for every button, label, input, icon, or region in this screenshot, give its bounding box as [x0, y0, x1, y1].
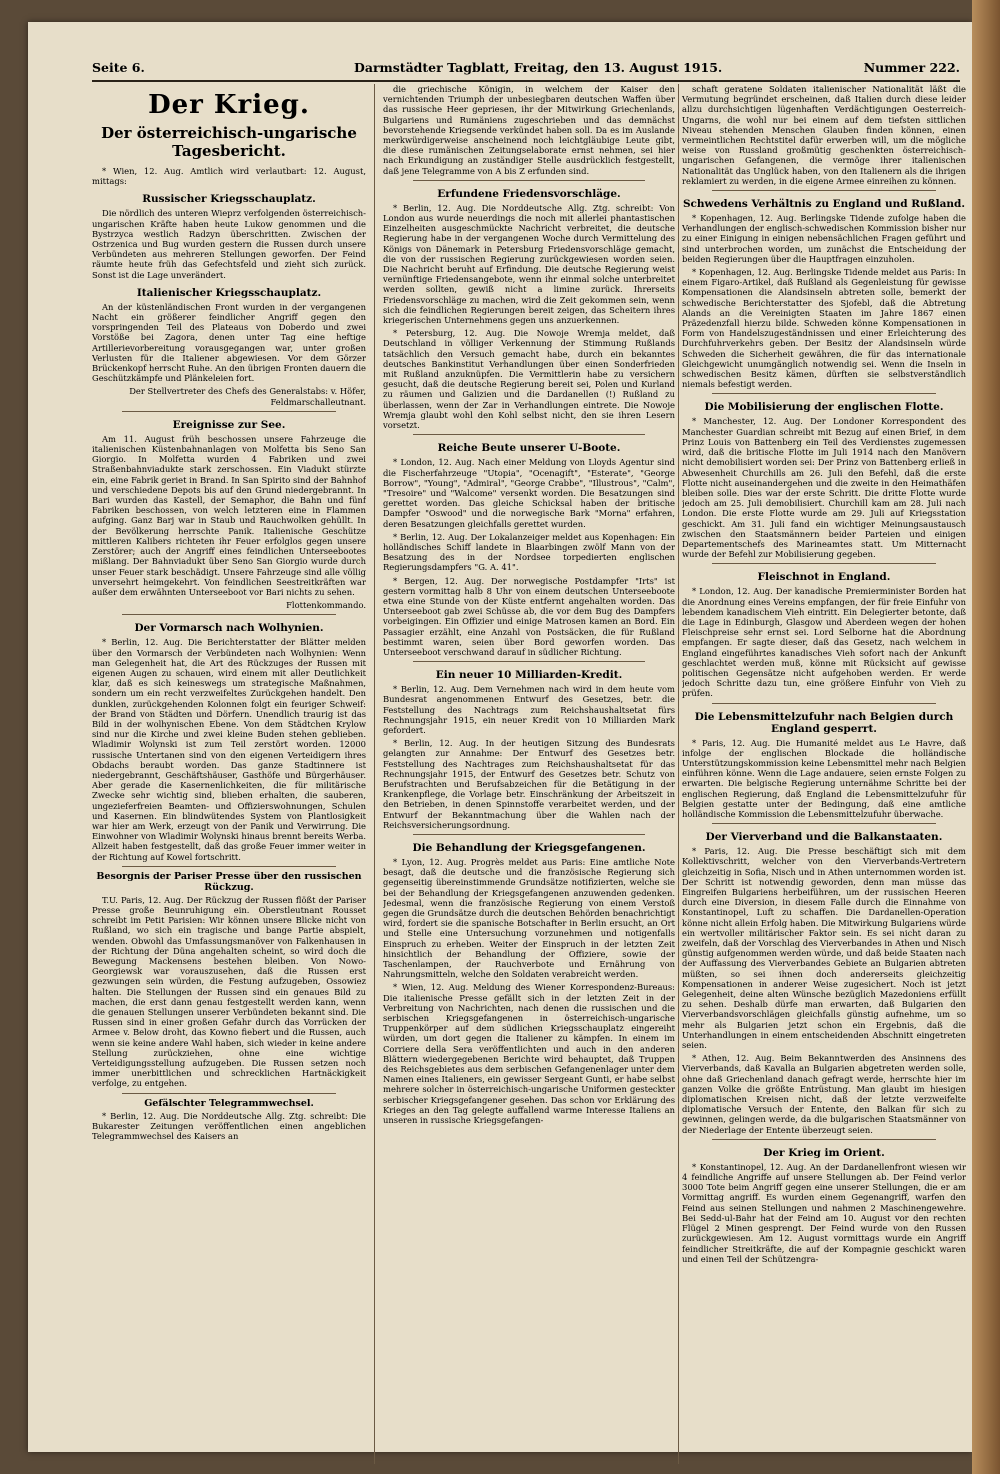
article-text: * Wien, 12. Aug. Amtlich wird verlautbart: 12. August, mittags:: [92, 166, 366, 187]
masthead: Darmstädter Tagblatt, Freitag, den 13. August 1915.: [354, 60, 723, 75]
headline: Der Vierverband und die Balkanstaaten.: [705, 831, 943, 844]
headline: Der Vormarsch nach Wolhynien.: [134, 622, 324, 635]
article-text: * London, 12. Aug. Nach einer Meldung von Lloyds Agentur sind die Fischerfahrzeuge "Utopia", "Ocenagift", "Esterate", "George Borrow", "Young", "Admiral", "George Crabbe", "Illustrous", "Calm", "Tresoire" und "Walcome" versenkt worden. Die Besatzungen sind gerettet worden. Das gleiche Schicksal haben der britische Dampfer "Oswood" und die norwegische Bark "Morna" erfahren, deren Besatzungen gleichfalls gerettet wurden.: [383, 457, 675, 529]
separator: [712, 393, 936, 394]
article-text: * Berlin, 12. Aug. Die Berichterstatter der Blätter melden über den Vormarsch der Verbündeten nach Wolhynien: Wenn man Gelegenheit hat, die Art des Rückzuges der Russen mit eigenen Augen zu schauen, wird einem mit aller Deutlichkeit klar, daß es sich keineswegs um strategische Maßnahmen, sondern um ein recht verzweifeltes Zurückgehen handelt. Den dunklen, zurückgehenden Kolonnen folgt ein feuriger Schweif: der Brand von Städten und Dörfern. Unendlich traurig ist das Bild in der wolhynischen Ebene. Von dem Städtchen Krylow sind nur die Kirche und zwei kleine Buden stehen geblieben. Wladimir Wolynski ist zum Teil zerstört worden. 12000 russische Untertanen sind von den eigenen Verteidigern ihres Obdachs beraubt worden. Das ganze Stadtinnere ist niedergebrannt, Geschäftshäuser, Gasthöfe und Bürgerhäuser. Aber gerade die Kasernenlichkeiten, die für militärische Zwecke sehr wichtig sind, blieben erhalten, die sauberen, ungezieferfreien Beamten- und Offizierswohnungen, Schulen und Kasernen. Ein blindwütendes System von Plantlosigkeit war hier am Werk, erzeugt von der Panik und Verwirrung. Die Einwohner von Wladimir Wolynski hinaus brennt bereits Werba. Allzeit haben festgestellt, daß das große Feuer immer weiter in der Richtung auf Kowel fortschritt.: [92, 637, 366, 862]
headline: Die Mobilisierung der englischen Flotte.: [704, 401, 944, 414]
article-text: Am 11. August früh beschossen unsere Fahrzeuge die italienischen Küstenbahnanlagen von Molfetta bis Seno San Giorgio. In Molfetta wurden 4 Fabriken und zwei Straßenbahnviadukte stark zerschossen. Ein Viadukt stürzte ein, eine Fabrik geriet in Brand. In San Spirito sind der Bahnhof und verschiedene Depots bis auf den Grund niedergebrannt. In Bari wurden das Kastell, der Semaphor, die Bahn und fünf Fabriken beschossen, von welch letzteren eine in Flammen aufging. Ganz Barj war in Staub und Rauchwolken gehüllt. In der Bevölkerung herrschte Panik. Italienische Geschütze mittleren Kalibers richteten ihr Feuer erfolglos gegen unsere Zerstörer; auch der Angriff eines feindlichen Unterseebootes mißlang. Der Bahnviadukt über Seno San Giorgio wurde durch unser Feuer stark beschädigt. Unsere Fahrzeuge sind alle völlig unversehrt heimgekehrt. Von feindlichen Seestreitkräften war außer dem erwähnten Unterseeboot vor Bari nichts zu sehen.: [92, 433, 366, 597]
page-header: [92, 60, 960, 80]
separator: [122, 411, 336, 412]
article-text: schaft geratene Soldaten italienischer Nationalität läßt die Vermutung begründet erscheinen, daß Italien durch diese leider allzu durchsichtigen lügenhaften Verdächtigungen Oesterreich-Ungarns, die wohl nur bei einem auf dem tiefsten sittlichen Niveau stehenden Menschen Glauben finden können, einen vermeintlichen Rechtstitel dafür erwerben will, um die mögliche weise von Russland großmütig geschenkten österreichisch-ungarischen Gefangenen, die vermöge ihrer italienischen Nationalität das Unglück haben, von den Italienern als die ihrigen reklamiert zu werden, in die eigene Armee einreihen zu können.: [682, 84, 966, 186]
headline: Die Lebensmittelzufuhr nach Belgien durch England gesperrt.: [694, 710, 954, 735]
article-text: * Athen, 12. Aug. Beim Bekanntwerden des Ansinnens des Vierverbands, daß Kavalla an Bulgarien abgetreten werden solle, ohne daß Griechenland danach gefragt werde, herrschte hier im ganzen Volke die größte Entrüstung. Man glaubt im hiesigen diplomatischen Kreisen nicht, daß der letzte verzweifelte diplomatische Versuch der Entente, den Balkan für sich zu gewinnen, gelingen werde, da die bulgarischen Staatsmänner von der Niederlage der Entente überzeugt seien.: [682, 1053, 966, 1135]
article-text: * Konstantinopel, 12. Aug. An der Dardanellenfront wiesen wir 4 feindliche Angriffe auf unsere Stellungen ab. Der Feind verlor 3000 Tote beim Angriff gegen eine unserer Stellungen, die er am Vormittag angriff. Es wurden einem Gegenangriff, warfen den Feind aus seinen Stellungen und nahmen 2 Maschinengewehre. Bei Sedd-ul-Bahr hat der Feind am 10. August vor den rechten Flügel 2 Minen gesprengt. Der Feind wurde von den Russen zurückgewiesen. Am 12. August vormittags wurde ein Angriff feindlicher Streitkräfte, die auf der Kompagnie geschickt waren und einen Teil der Schützengra-: [682, 1161, 966, 1264]
article-text: * Petersburg, 12. Aug. Die Nowoje Wremja meldet, daß Deutschland in völliger Verkennung der Stimmung Rußlands tatsächlich den Versuch gemacht habe, durch ein bekanntes deutsches Bankinstitut Verhandlungen über einen Sonderfrieden mit Rußland anzuknüpfen. Die Vermittlerin habe zu versichern gesucht, daß die deutsche Regierung bereit sei, Polen und Kurland zu räumen und Galizien und die Dardanellen (!) Rußland zu überlassen, wenn der Zar in Verhandlungen eintrete. Die Nowoje Wremja glaubt wohl den Kohl selbst nicht, den sie ihren Lesern vorsetzt.: [383, 328, 675, 431]
headline: Gefälschter Telegrammwechsel.: [144, 1097, 314, 1109]
article-text: * Paris, 12. Aug. Die Presse beschäftigt sich mit dem Kollektivschritt, welcher von den Vierverbands-Vertretern gleichzeitig in Sofia, Nisch und in Athen unternommen worden ist. Der Schritt ist notwendig geworden, denn man müsse das Eingreifen Bulgariens herbeiführen, um der russischen Heeren durch eine Diversion, in diesem Falle durch die Einnahme von Konstantinopel, Luft zu schaffen. Die Dardanellen-Operation könne nicht allein Erfolg haben. Die Mitwirkung Bulgariens würde ein wertvoller militärischer Faktor sein. Es sei nicht daran zu zweifeln, daß der Vorschlag des Vierverbandes in Athen und Nisch günstig aufgenommen werden würde, und daß beide Staaten nach der Auffassung des Vierverbandes Gebiete an Bulgarien abtreten müßten, so sei ihnen doch andererseits gleichzeitig Kompensationen in anderer Weise zugesichert. Noch ist jetzt Gelegenheit, deine alten Wünsche bezüglich Mazedoniens erfüllt zu sehen. Deshalb dürfe man erwarten, daß Bulgarien den Vierverbandsvorschlägen gleichfalls günstig aufnehme, um so mehr als Bulgarien jetzt schon ein Ergebnis, daß die Unterhandlungen in einem entscheidenden Abschnitt eingetreten seien.: [682, 846, 966, 1051]
separator: [413, 434, 645, 435]
column-2: [383, 84, 675, 1464]
article-text: An der küstenländischen Front wurden in der vergangenen Nacht ein größerer feindlicher Angriff gegen den vorspringenden Teil des Plateaus von Doberdo und zwei Vorstöße bei Zagora, denen unter Tag eine heftige Artillerievorbereitung vorausgegangen war, unter großen Verlusten für die Italiener abgewiesen. Vor dem Görzer Brückenkopf herrscht Ruhe. An den übrigen Fronten dauern die Geschützkämpfe und Plänkeleien fort.: [92, 301, 366, 384]
separator: [712, 190, 936, 191]
article-text: * Paris, 12. Aug. Die Humanité meldet aus Le Havre, daß infolge der englischen Blockade die holländische Unterstützungskommission keine Lebensmittel mehr nach Belgien einführen könne. Wenn die Lage andauere, seien ernste Folgen zu erwarten. Die belgische Regierung unternähme Schritte bei der englischen Regierung, daß England die Lebensmittelzufuhr für Belgien gestatte unter der Bedingung, daß eine amtliche holländische Kommission die Lebensmittelzufuhr überwache.: [682, 737, 966, 819]
article-text: * Bergen, 12. Aug. Der norwegische Postdampfer "Irts" ist gestern vormittag halb 8 Uhr von einem deutschen Unterseeboote etwa eine Stunde von der Küste entfernt angehalten worden. Das Unterseeboot gab zwei Schüsse ab, die vor dem Bug des Dampfers vorbeigingen. Ein Offizier und einige Matrosen kamen an Bord. Ein Passagier erzählt, eine Anzahl von Postsäcken, die für Rußland bestimmt waren, seien über Bord geworfen worden. Das Unterseeboot verschwand darauf in südlicher Richtung.: [383, 575, 675, 657]
separator: [712, 1139, 936, 1140]
headline: Reiche Beute unserer U-Boote.: [437, 442, 621, 455]
separator: [122, 614, 336, 615]
headline: Ereignisse zur See.: [172, 418, 286, 431]
article-text: * Berlin, 12. Aug. Die Norddeutsche Allg. Ztg. schreibt: Die Bukarester Zeitungen veröffentlichen einen angeblichen Telegrammwechsel des Kaisers an: [92, 1110, 366, 1142]
article-text: * Berlin, 12. Aug. Der Lokalanzeiger meldet aus Kopenhagen: Ein holländisches Schiff landete in Blaarbingen zwölf Mann von der Besatzung des in der Nordsee torpedierten englischen Regierungsdampfers "G. A. 41".: [383, 531, 675, 573]
separator: [122, 866, 336, 867]
headline: Ein neuer 10 Milliarden-Kredit.: [435, 669, 623, 682]
article-text: * Lyon, 12. Aug. Progrès meldet aus Paris: Eine amtliche Note besagt, daß die deutsche und die französische Regierung sich gegenseitig übereinstimmende Grundsätze notifizierten, welche sie bei der Behandlung der Kriegsgefangenen anzuwenden gedenken. Jedesmal, wenn die französische Regierung von einem Verstoß gegen die Grundsätze durch die deutschen Behörden benachrichtigt wird, fordert sie die spanische Botschafter in Berlin ersucht, an Ort und Stelle eine Untersuchung vorzunehmen und notigenfalls Einspruch zu erheben. Weiter der Einspruch in der letzten Zeit hinsichtlich der Behandlung der Offiziere, sowie der Taschenlampen, der Rauchverbote und Ernährung von Nahrungsmitteln, welche den Soldaten verabreicht werden.: [383, 857, 675, 980]
header-rule: [92, 80, 960, 82]
separator: [413, 180, 645, 181]
separator: [413, 661, 645, 662]
column-divider: [678, 84, 679, 1464]
headline: Der österreichisch-ungarische Tagesbericht.: [101, 124, 357, 160]
separator: [413, 834, 645, 835]
article-text: * Wien, 12. Aug. Meldung des Wiener Korrespondenz-Bureaus: Die italienische Presse gefällt sich in der letzten Zeit in der Verbreitung von Nachrichten, nach denen die russischen und die serbischen Kriegsgefangenen in österreichisch-ungarische Truppenkörper auf dem südlichen Kriegsschauplatz eingereiht würden, um dort gegen die Italiener zu kämpfen. In einem im Corriere della Sera veröffentlichten und auch in den anderen Blättern wiedergegebenen Berichte wird behauptet, daß Truppen des Reichsgebietes aus dem serbischen Gefangenenlager unter dem Namen eines Italieners, ein gewisser Sergeant Gunti, er habe selbst mehrere solcher in österreichisch-ungarische Uniformen gesteckter serbischer Kriegsgefangener gesehen. Das schon vor Erklärung des Krieges an den Tag gelegte auffallend warme Interesse Italiens an unseren in russische Kriegsgefangen-: [383, 982, 675, 1126]
headline: Schwedens Verhältnis zu England und Rußland.: [682, 198, 966, 211]
headline: Besorgnis der Pariser Presse über den russischen Rückzug.: [96, 870, 362, 893]
article-text: * Manchester, 12. Aug. Der Londoner Korrespondent des Manchester Guardian schreibt mit Bezug auf einen Brief, in dem Prinz Louis von Battenberg ein Teil des Verdienstes zugemessen wird, daß die britische Flotte im Juli 1914 nach den Manövern nicht demobilisiert worden sei: Der Prinz von Battenberg erließ in Abwesenheit Churchills am 26. Juli den Befehl, daß die erste Flotte nicht auseinandergehen und die zweite in den Heimathäfen bleiben solle. Dies war der erste Schritt. Die dritte Flotte wurde jedoch am 25. Juli demobilisiert. Churchill kam am 28. Juli nach London. Die erste Flotte wurde am 29. Juli auf Kriegsstation geschickt. Am 31. Juli fand ein wichtiger Meinungsaustausch zwischen den Staatsmännern beider Parteien und einigen Departementschefs des Marineamtes statt. Um Mitternacht wurde der Befehl zur Mobilisierung gegeben.: [682, 416, 966, 560]
column-divider: [374, 84, 375, 1464]
article-text: Die nördlich des unteren Wieprz verfolgenden österreichisch-ungarischen Kräfte haben heute Lukow genommen und die Bystrzyca westlich Radzyn überschritten. Zwischen der Ostrzenica und Bug wurden gestern die Russen durch unsere Verbündeten aus mehreren Stellungen geworfen. Der Feind räumte heute früh das Gefechtsfeld und zieht sich zurück. Sonst ist die Lage unverändert.: [92, 208, 366, 280]
article-text: * Kopenhagen, 12. Aug. Berlingske Tidende zufolge haben die Verhandlungen der englisch-schwedischen Kommission bisher nur zu einer Einigung in einigen nebensächlichen Fragen geführt und sind unterbrochen worden, um zunächst die Entscheidung der beiden Regierungen über die Hauptfragen einzuholen.: [682, 213, 966, 264]
headline: Die Behandlung der Kriegsgefangenen.: [412, 842, 646, 854]
headline: Fleischnot in England.: [757, 571, 891, 584]
headline: Erfundene Friedensvorschläge.: [437, 187, 621, 200]
separator: [712, 823, 936, 824]
article-text: * London, 12. Aug. Der kanadische Premierminister Borden hat die Anordnung eines Vereins empfangen, der für freie Einfuhr von lebendem kanadischem Vieh eintritt. Ein Delegierter betonte, daß die Lage in Edinburgh, Glasgow und Aberdeen wegen der hohen Fleischpreise sehr ernst sei. Lord Selborne hat die Abordnung empfangen. Er sagte dieser, daß das Gesetz, nach welchem in England eingeführtes kanadisches Vieh sofort nach der Ankunft geschlachtet werden muß, könne mit Rücksicht auf gewisse politischen Gegensätze nicht aufgehoben werden. Er werde jedoch Schritte dazu tun, eine größere Einfuhr von Vieh zu prüfen.: [682, 586, 966, 699]
subheading: Italienischer Kriegsschauplatz.: [136, 286, 322, 299]
article-text: * Berlin, 12. Aug. In der heutigen Sitzung des Bundesrats gelangten zur Annahme: Der Entwurf des Gesetzes betr. Feststellung des Nachtrages zum Reichshaushaltsetat für das Rechnungsjahr 1915, der Entwurf des Gesetzes betr. Schutz von Berufstrachten und Berufsabzeichen für die Betätigung in der Krankenpflege, die Vorlage betr. Einschränkung der Arbeitszeit in den Betrieben, in denen Spinnstoffe verarbeitet werden, und der Entwurf der Bekanntmachung über die Wahlen nach der Reichsversicherungsordnung.: [383, 738, 675, 830]
signature: Flottenkommando.: [286, 600, 366, 611]
separator: [122, 1093, 336, 1094]
column-1: [92, 84, 366, 1464]
article-text: die griechische Königin, in welchem der Kaiser den vernichtenden Triumph der unbesiegbaren deutschen Waffen über das russische Heer gepriesen, ihr der Mitwirkung Griechenlands, Bulgariens und Rumäniens zugeschrieben und das demnächst bevorstehende Kriegsende verkündet haben soll. Da es im Auslande merkwürdigerweise anscheinend noch leichtgläubige Leute gibt, die diese rumänischen Zeitungselaborate ernst nehmen, sei hier nach Erkundigung an zuständiger Stelle ausdrücklich festgestellt, daß jene Telegramme von A bis Z erfunden sind.: [383, 84, 675, 176]
article-text: * Kopenhagen, 12. Aug. Berlingske Tidende meldet aus Paris: In einem Figaro-Artikel, daß Rußland als Gegenleistung für gewisse Kompensationen die Alandsinseln abtreten solle, bemerkt der schwedische Berichterstatter des Sjofebl, daß die Abtretung Alands an die Vereinigten Staaten im Jahre 1867 einen Präzedenzfall hierzu bilde. Schweden könne Kompensationen in Form von Handelszugeständnissen und einer Erleichterung des Durchfuhrverkehrs geben. Der Besitz der Alandsinseln würde Schweden die Sicherheit gewähren, die für das internationale Gleichgewicht unumgänglich notwendig sei. Wenn die Inseln in schwedischen Besitz kämen, dürften sie selbstverständlich niemals befestigt werden.: [682, 267, 966, 390]
subheading: Russischer Kriegsschauplatz.: [142, 193, 316, 206]
page-edge: [972, 0, 1000, 1474]
article-text: T.U. Paris, 12. Aug. Der Rückzug der Russen flößt der Pariser Presse große Beunruhigung ein. Oberstleutnant Rousset schreibt im Petit Parisien: Wir können unsere Blicke nicht von Rußland, wo sich ein tragische und bange Partie abspielt, wenden. Obwohl das Umfassungsmanöver von Falkenhausen in der Richtung der Düna angehalten scheint, so wird doch die Bewegung Mackensens bestehen bleiben. Von Nowo-Georgiewsk war vorauszusehen, daß die Russen erst gezwungen sein würden, die Festung aufzugeben, Ossowiez halten. Die Stellungen der Russen sind ein genaues Bild zu machen, die erst dann genau festgestellt werden kann, wenn die genauen Stellungen unserer Verbündeten bekannt sind. Die Russen sind in einer großen Gefahr durch das Vorrücken der Armee v. Below droht, das Kowno fiebert und die Russen, auch wenn sie keine andere Wahl haben, sich wieder in keine andere Stellung zurückziehen, ohne eine wichtige Verteidigungsstellung aufzugeben. Die Russen setzen noch immer unerbittlichen und schrecklichen Hartnäckigkeit verfolge, zu entgehen.: [92, 894, 366, 1089]
article-text: * Berlin, 12. Aug. Die Norddeutsche Allg. Ztg. schreibt: Von London aus wurde neuerdings die noch mit allerlei phantastischen Einzelheiten ausgeschmückte Nachricht verbreitet, die deutsche Regierung habe in der vergangenen Woche durch Vermittelung des Königs von Dänemark in Petersburg Friedensvorschläge gemacht, die von der russischen Regierung zurückgewiesen worden seien. Die Nachricht beruht auf Erfindung. Die deutsche Regierung weist vernünftige Friedensangebote, wenn ihr einmal solche unterbreitet werden sollten, gewiß nicht a limine zurück. Ihrerseits Friedensvorschläge zu machen, wird die Zeit gekommen sein, wenn sich die feindlichen Regierungen bereit zeigen, das Scheitern ihres kriegerischen Unternehmens gegen uns anzuerkennen.: [383, 202, 675, 326]
section-title: Der Krieg.: [148, 90, 310, 120]
separator: [712, 703, 936, 704]
page-number: Seite 6.: [92, 60, 145, 75]
signature: Der Stellvertreter des Chefs des Generalstabs: v. Höfer, Feldmarschalleutnant.: [129, 386, 366, 407]
column-3: [682, 84, 966, 1464]
issue-number: Nummer 222.: [863, 60, 960, 75]
headline: Der Krieg im Orient.: [763, 1146, 885, 1159]
article-text: * Berlin, 12. Aug. Dem Vernehmen nach wird in dem heute vom Bundesrat angenommenen Entwurf des Gesetzes, betr. die Feststellung des Nachtrags zum Reichshaushaltsetat fürs Rechnungsjahr 1915, ein neuer Kredit von 10 Milliarden Mark gefordert.: [383, 684, 675, 735]
separator: [712, 563, 936, 564]
